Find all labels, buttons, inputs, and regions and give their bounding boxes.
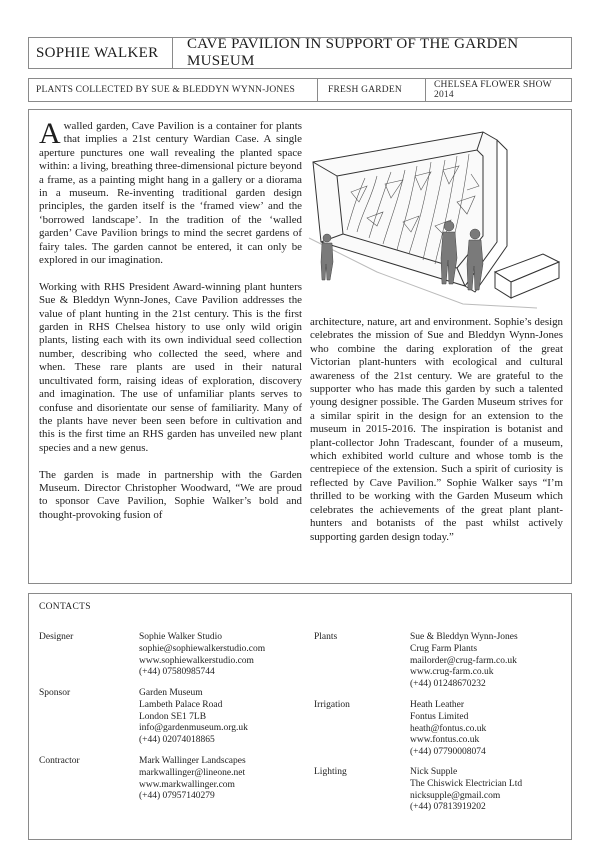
contact-line: Fontus Limited <box>410 711 469 722</box>
drop-cap: A <box>39 117 61 150</box>
contact-email[interactable]: markwallinger@lineone.net <box>139 767 246 778</box>
contact-line: Sophie Walker Studio <box>139 632 222 642</box>
paragraph-1 <box>39 117 302 267</box>
contact-phone: (+44) 01248670232 <box>410 679 486 690</box>
designer-name: SOPHIE WALKER <box>29 38 173 68</box>
plinth <box>495 254 559 298</box>
contact-line: Mark Wallinger Landscapes <box>139 756 246 766</box>
contact-label-contractor: Contractor <box>39 756 80 766</box>
contact-label-plants: Plants <box>314 632 338 642</box>
contact-designer <box>139 632 265 679</box>
contact-website[interactable]: www.fontus.co.uk <box>410 735 480 746</box>
text-column-left <box>39 117 302 536</box>
contact-line: London SE1 7LB <box>139 711 207 722</box>
contact-line: Nick Supple <box>410 767 458 777</box>
contact-line: Garden Museum <box>139 688 203 698</box>
contacts-panel <box>28 593 572 840</box>
contact-line: Lambeth Palace Road <box>139 699 223 710</box>
contact-plants <box>410 632 518 691</box>
paragraph-1-text: walled garden, Cave Pavilion is a container for plants that implies a 21st century Wardian Case. A single aperture punctures one wall revealing the planted space within: a living, breathing three-dimensional picture beyond a frame, as a painting might hang in a gallery or a diorama in a museum. Re-inventing traditional garden design principles, the garden itself is the ‘framed view’ and the ‘borrowed landscape’. In the tradition of the ‘walled garden’ Cave Pavilion brings to mind the secret gardens of fairy tales. The garden cannot be entered, it can only be explored in our imagination. <box>39 120 302 267</box>
contact-contractor <box>139 756 246 803</box>
contact-website[interactable]: www.markwallinger.com <box>139 779 235 790</box>
contact-phone: (+44) 07813919202 <box>410 802 486 813</box>
contact-phone: (+44) 02074018865 <box>139 735 215 746</box>
show-name: CHELSEA FLOWER SHOW 2014 <box>434 80 552 100</box>
contact-phone: (+44) 07580985744 <box>139 667 215 678</box>
main-content <box>28 109 572 584</box>
contact-email[interactable]: heath@fontus.co.uk <box>410 723 487 734</box>
contact-email[interactable]: sophie@sophiewalkerstudio.com <box>139 643 266 654</box>
contact-sponsor <box>139 688 248 747</box>
paragraph-3: The garden is made in partnership with the Garden Museum. Director Christopher Woodward, “We are proud to sponsor Cave Pavilion, Sophie Walker’s bold and thought-provoking fusion of <box>39 468 302 521</box>
contact-line: Crug Farm Plants <box>410 643 478 654</box>
contact-label-sponsor: Sponsor <box>39 688 71 698</box>
contact-label-designer: Designer <box>39 632 74 642</box>
contact-website[interactable]: www.sophiewalkerstudio.com <box>139 655 254 666</box>
contact-email[interactable]: info@gardenmuseum.org.uk <box>139 723 248 734</box>
contact-line: The Chiswick Electrician Ltd <box>410 778 523 789</box>
contact-line: Sue & Bleddyn Wynn-Jones <box>410 632 518 642</box>
contact-email[interactable]: nicksupple@gmail.com <box>410 790 501 801</box>
text-column-right <box>310 316 563 557</box>
contacts-heading: CONTACTS <box>39 602 91 612</box>
contact-irrigation <box>410 700 486 759</box>
contact-label-irrigation: Irrigation <box>314 700 350 710</box>
contact-email[interactable]: mailorder@crug-farm.co.uk <box>410 655 517 666</box>
contact-phone: (+44) 07790008074 <box>410 747 486 758</box>
contact-label-lighting: Lighting <box>314 767 347 777</box>
pavilion-illustration <box>307 122 565 310</box>
contact-line: Heath Leather <box>410 700 465 710</box>
garden-category: FRESH GARDEN <box>318 79 426 101</box>
subtitle-bar <box>28 78 572 102</box>
page-title: CAVE PAVILION IN SUPPORT OF THE GARDEN MUSEUM <box>187 36 519 69</box>
contact-website[interactable]: www.crug-farm.co.uk <box>410 667 494 678</box>
paragraph-2: Working with RHS President Award-winning plant hunters Sue & Bleddyn Wynn-Jones, Cave Pavilion addresses the value of plant hunting in the 21st century. This is the first garden in RHS Chelsea history to use only wild origin plants, listing each with its own individual seed collection number, describing who collected the seed, where and when. These rare plants are used in their natural uncultivated form, raising ideas of exploration, discovery and imagination. The use of unfamiliar plants serves to confuse and disorientate our sense of familiarity. Many of the plants have never been seen before in cultivation and this is the first time an RHS garden has unveiled new plant species and a new genus. <box>39 280 302 454</box>
title-bar <box>28 37 572 69</box>
contact-phone: (+44) 07957140279 <box>139 791 215 802</box>
contact-lighting <box>410 767 522 814</box>
plants-credit: PLANTS COLLECTED BY SUE & BLEDDYN WYNN-JONES <box>29 79 318 101</box>
paragraph-4: architecture, nature, art and environment. Sophie’s design celebrates the mission of Sue and Bleddyn Wynn-Jones who combine the daring exploration of the great Victorian plant-hunters with ecological and cultural awareness of the 21st century. We are grateful to the supporter who has made this garden by such a talented young designer possible. The Garden Museum strives for a similar spirit in the design for an extension to the museum in 2015-2016. The inspiration is botanist and plant-collector John Tradescant, founder of a museum, which exhibited world culture and whose tomb is the centrepiece of the extension. Such a spirit of curiosity is reflected by Cave Pavilion.” Sophie Walker says “I’m thrilled to be working with the Garden Museum which celebrates the achievements of the great plant plant-hunters and botanists of the past whilst actively supporting garden design today.” <box>310 316 563 543</box>
